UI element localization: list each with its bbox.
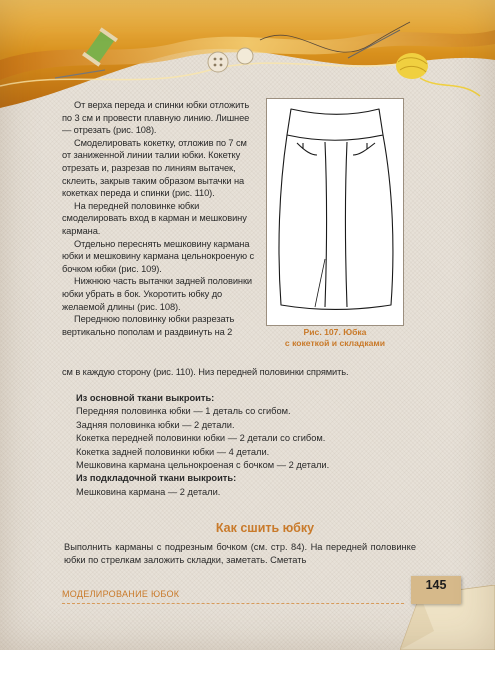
cutting-item: Передняя половинка юбки — 1 деталь со сгибом. [76, 406, 291, 417]
cutting-item: Кокетка передней половинки юбки — 2 детали со сгибом. [76, 433, 326, 444]
paragraph: На передней половинке юбки смоделировать вход в карман и мешковину кармана. [62, 200, 247, 236]
paragraph-continuation: см в каждую сторону (рис. 110). Низ передней половинки спрямить. [62, 367, 349, 377]
sewing-banner-illustration [0, 0, 495, 110]
page-number: 145 [425, 578, 447, 592]
paragraph: От верха переда и спинки юбки отложить по 3 см и провести плавную линию. Лишнее — отрезать (рис. 108). [62, 100, 250, 136]
running-footer: МОДЕЛИРОВАНИЕ ЮБОК [62, 589, 180, 599]
figure-caption [266, 327, 404, 349]
skirt-figure [266, 98, 404, 326]
cutting-item: Мешковина кармана — 2 детали. [76, 486, 221, 497]
paragraph: Нижнюю часть вытачки задней половинки юбки убрать в бок. Укоротить юбку до желаемой длины (рис. 108). [62, 276, 253, 312]
yarn-ball-icon [396, 53, 480, 96]
cutting-list [76, 392, 329, 499]
cutting-heading-lining: Из подкладочной ткани выкроить: [76, 473, 237, 484]
article-text [62, 99, 257, 338]
paragraph: Переднюю половинку юбки разрезать вертикально пополам и раздвинуть на 2 [62, 314, 235, 337]
section-title: Как сшить юбку [215, 521, 315, 535]
footer-divider [62, 603, 404, 604]
paragraph: Отдельно переснять мешковину кармана юбки и мешковину кармана цельнокроеную с бочком юбки (рис. 109). [62, 238, 255, 274]
caption-line: Рис. 107. Юбка [303, 327, 367, 337]
section-text: Выполнить карманы с подрезным бочком (см. стр. 84). На передней половинке юбки по стрелкам заложить складки, заметать. Сметать [64, 542, 416, 565]
cutting-item: Задняя половинка юбки — 2 детали. [76, 419, 235, 430]
skirt-drawing [267, 99, 403, 325]
cutting-item: Кокетка задней половинки юбки — 4 детали. [76, 446, 270, 457]
cutting-item: Мешковина кармана цельнокроеная с бочком — 2 детали. [76, 460, 330, 471]
paragraph: Смоделировать кокетку, отложив по 7 см от заниженной линии талии юбки. Кокетку отрезать и, разрезав по линиям вытачек, склеить, закрыв таким образом вытачки на кокетках переда и спинки (рис. 110). [62, 137, 247, 199]
caption-line: с кокеткой и складками [284, 338, 386, 348]
cutting-heading-main: Из основной ткани выкроить: [76, 393, 215, 403]
